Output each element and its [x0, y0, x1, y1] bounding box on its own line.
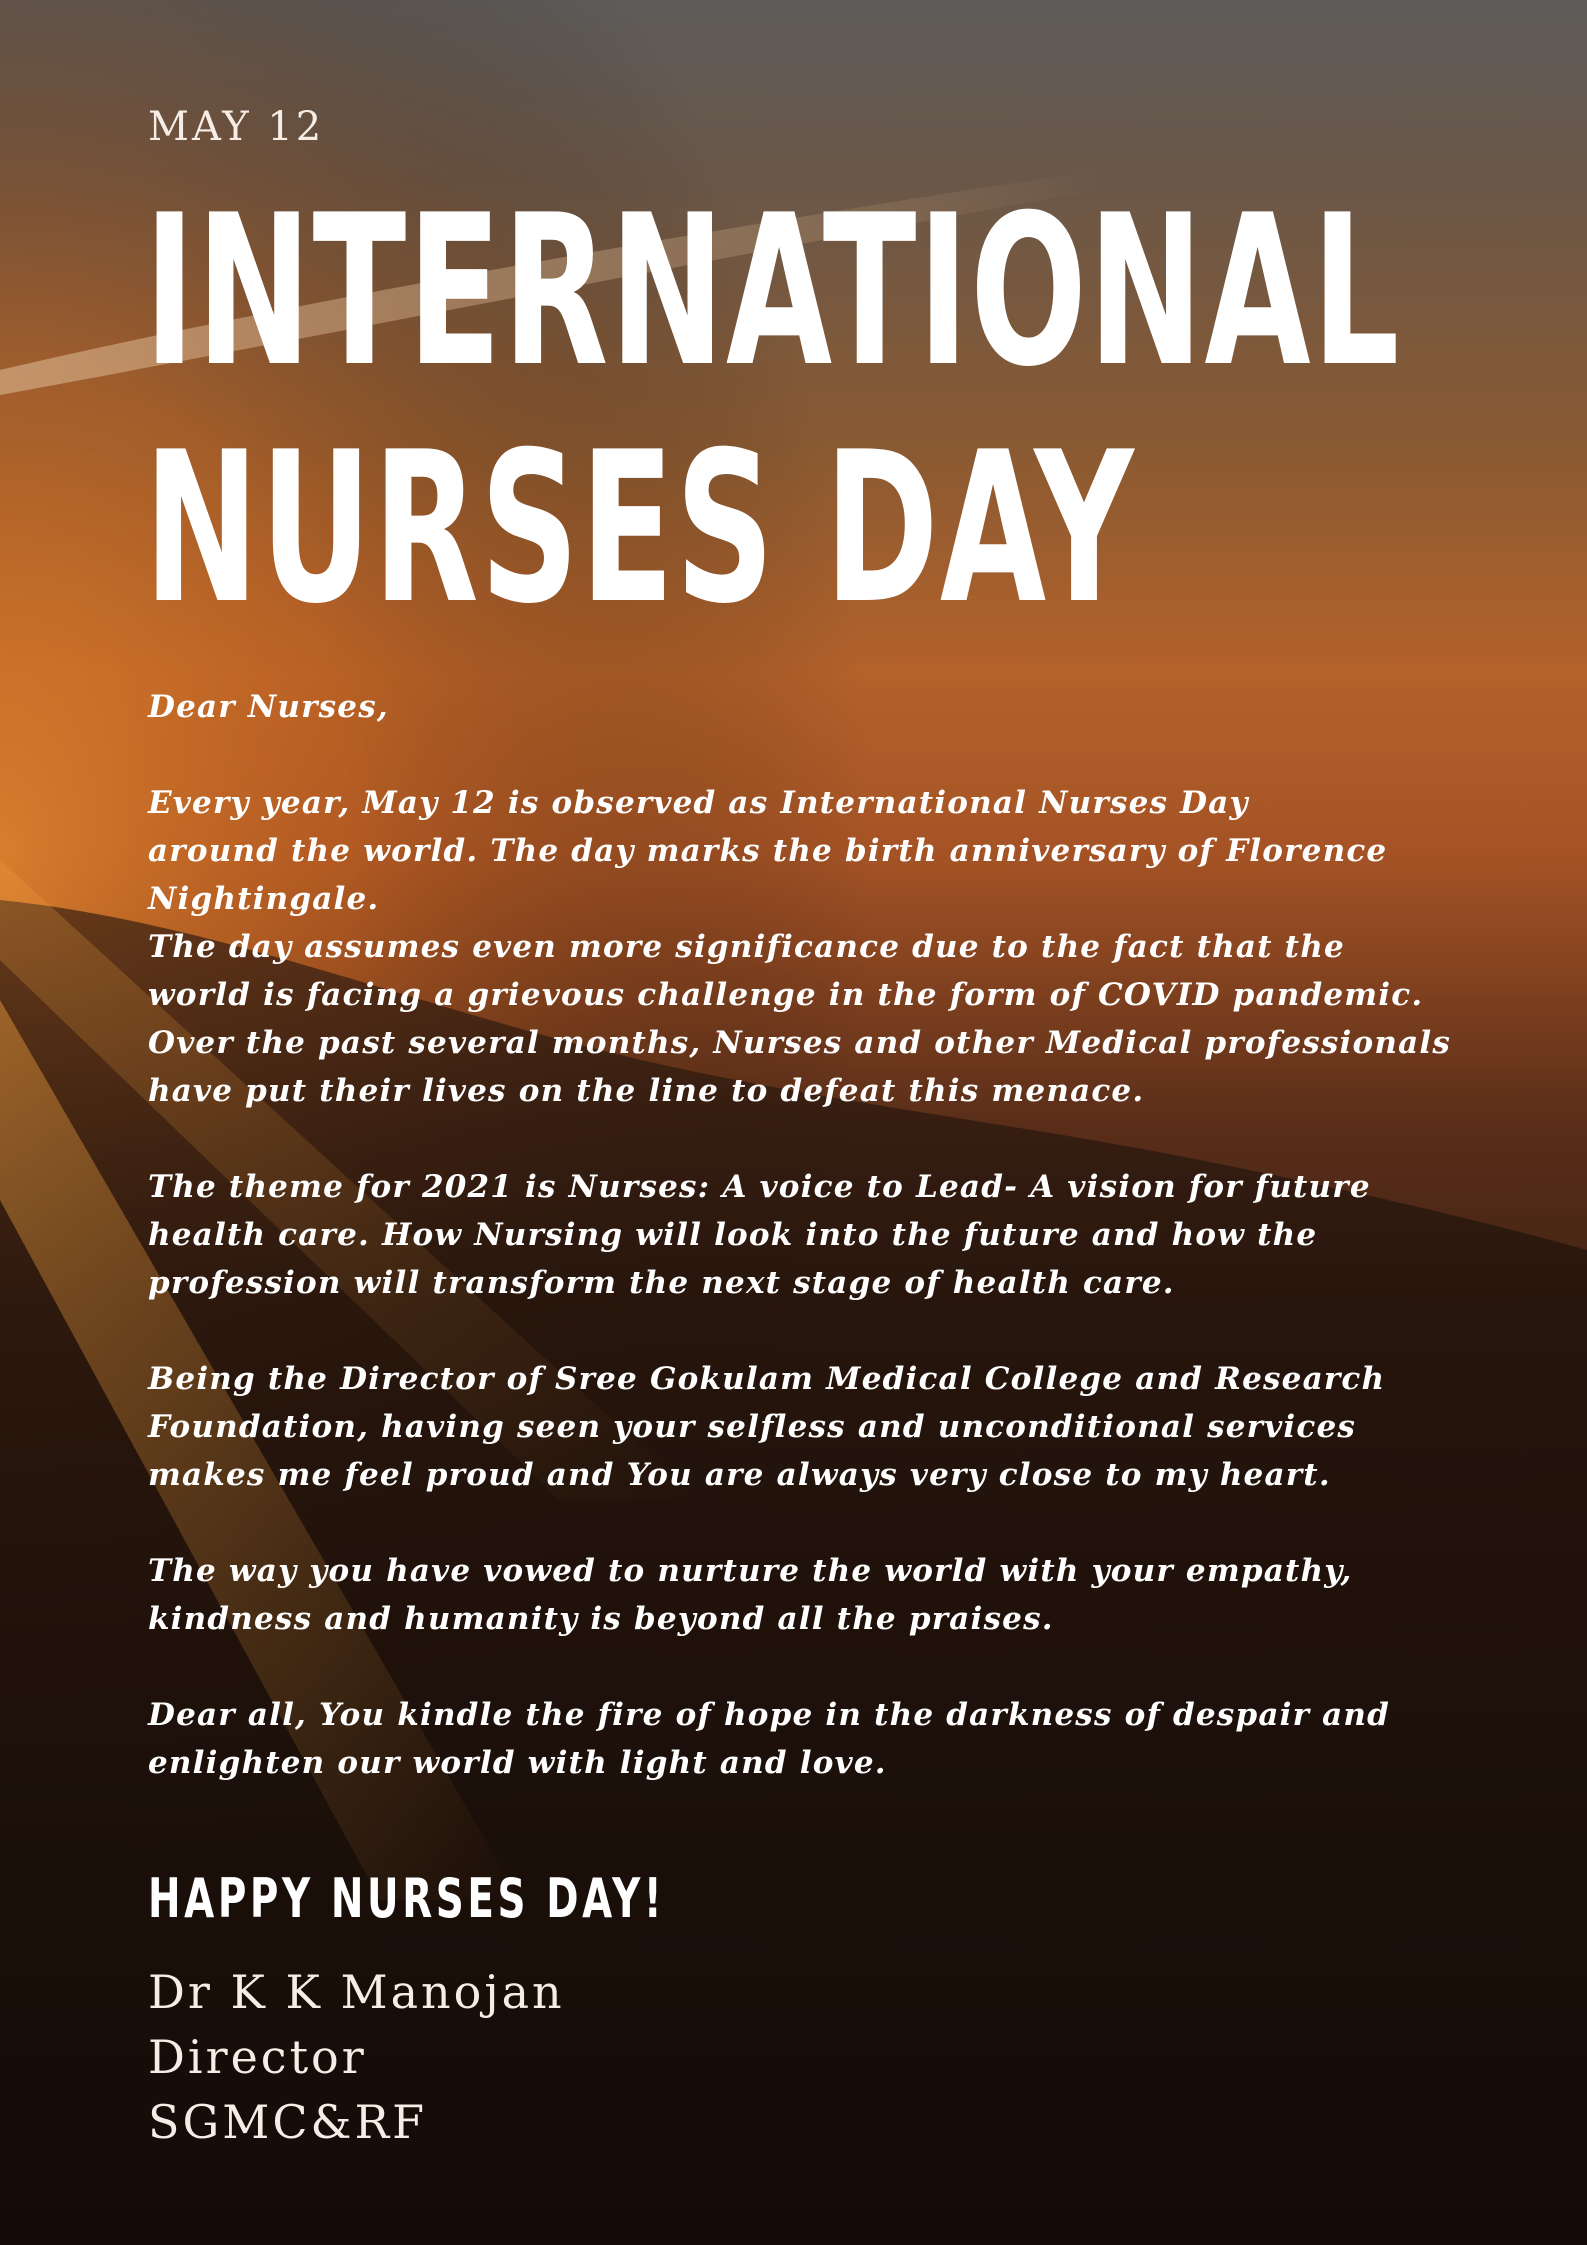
closing-greeting: HAPPY NURSES DAY!	[148, 1867, 666, 1930]
signature-block	[148, 1960, 565, 2155]
event-date: MAY 12	[148, 104, 325, 150]
paragraph-3-line-2: health care. How Nursing will look into the future and how the	[148, 1217, 1318, 1253]
paragraph-2-line-1: The day assumes even more significance due to the fact that the	[148, 929, 1345, 965]
paragraph-4-line-2: Foundation, having seen your selfless and unconditional services	[148, 1409, 1357, 1445]
paragraph-6-line-1: Dear all, You kindle the fire of hope in the darkness of despair and	[148, 1697, 1391, 1733]
paragraph-3-line-1: The theme for 2021 is Nurses: A voice to Lead- A vision for future	[148, 1169, 1371, 1205]
title-line-2: NURSES DAY	[144, 408, 1136, 650]
paragraph-1-line-2: around the world. The day marks the birth anniversary of Florence	[148, 833, 1388, 869]
paragraph-2-line-4: have put their lives on the line to defeat this menace.	[148, 1073, 1145, 1109]
signer-role: Director	[148, 2030, 367, 2084]
paragraph-6-line-2: enlighten our world with light and love.	[148, 1745, 887, 1781]
title-line-1: INTERNATIONAL	[144, 171, 1401, 413]
salutation: Dear Nurses,	[148, 689, 389, 725]
paragraph-1-line-3: Nightingale.	[148, 881, 380, 917]
paragraph-2-line-2: world is facing a grievous challenge in the form of COVID pandemic.	[148, 977, 1424, 1013]
paragraph-2-line-3: Over the past several months, Nurses and other Medical professionals	[148, 1025, 1452, 1061]
signer-organization: SGMC&RF	[148, 2095, 428, 2149]
paragraph-3-line-3: profession will transform the next stage of health care.	[148, 1265, 1175, 1301]
paragraph-5-line-2: kindness and humanity is beyond all the praises.	[148, 1601, 1054, 1637]
signer-name: Dr K K Manojan	[148, 1965, 565, 2019]
paragraph-4-line-3: makes me feel proud and You are always very close to my heart.	[148, 1457, 1331, 1493]
paragraph-1-line-1: Every year, May 12 is observed as International Nurses Day	[148, 785, 1249, 821]
letter-body	[148, 683, 1508, 1787]
paragraph-4-line-1: Being the Director of Sree Gokulam Medical College and Research	[148, 1361, 1386, 1397]
paragraph-5-line-1: The way you have vowed to nurture the world with your empathy,	[148, 1553, 1353, 1589]
